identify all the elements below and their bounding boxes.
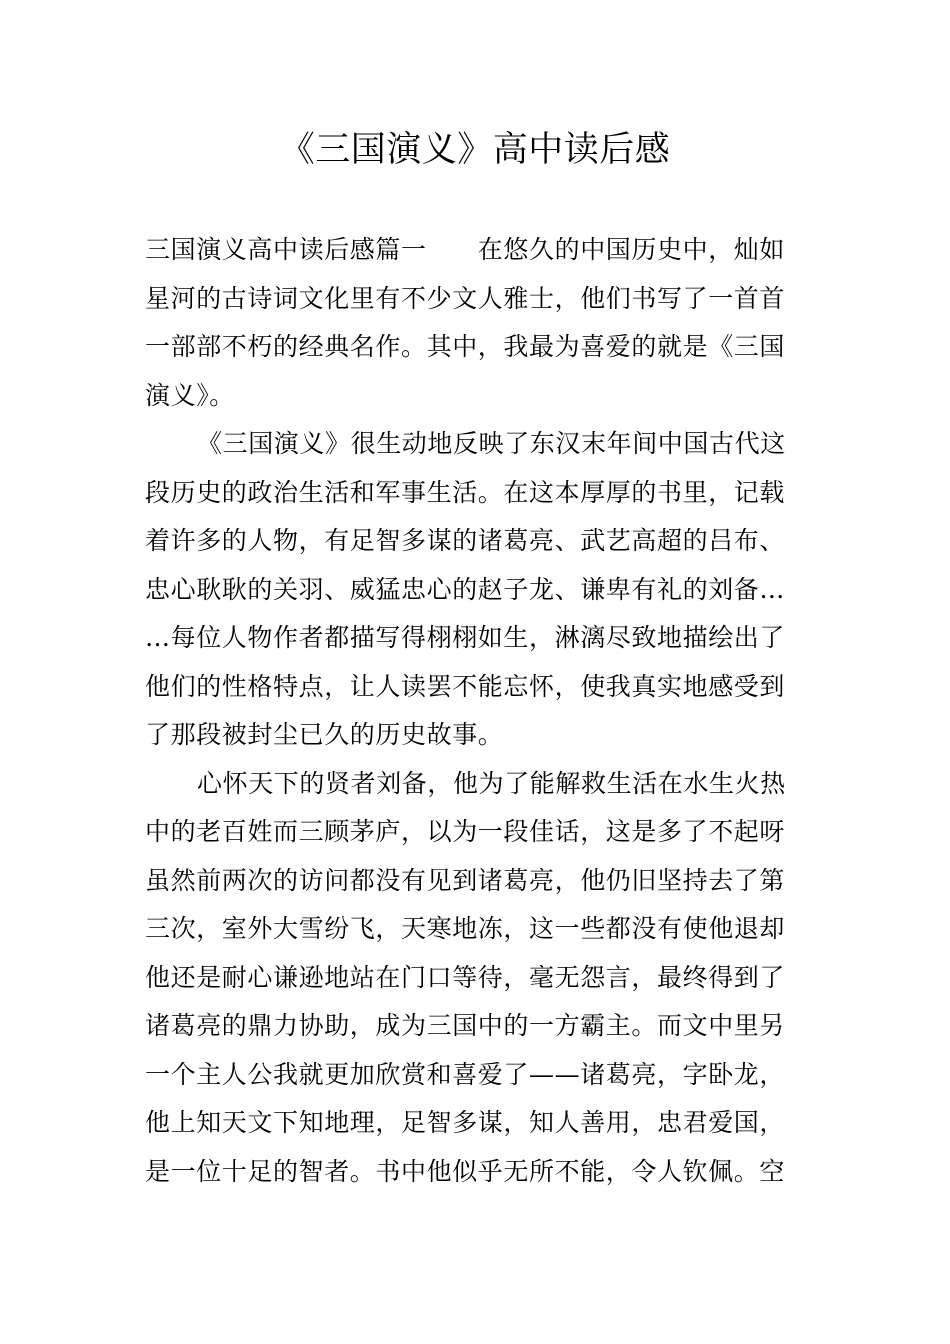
paragraph-line: 星河的古诗词文化里有不少文人雅士，他们书写了一首首 <box>145 283 786 313</box>
paragraph-line: 心怀天下的贤者刘备，他为了能解救生活在水生火热 <box>197 768 786 798</box>
paragraph-line: 他还是耐心谦逊地站在门口等待，毫无怨言，最终得到了 <box>145 962 786 992</box>
paragraph-line: 他上知天文下知地理，足智多谋，知人善用，忠君爱国， <box>145 1108 786 1137</box>
paragraph-line: 三次，室外大雪纷飞，天寒地冻，这一些都没有使他退却 <box>145 914 786 943</box>
paragraph-line: 了那段被封尘已久的历史故事。 <box>145 720 504 749</box>
paragraph-line: 一个主人公我就更加欣赏和喜爱了——诸葛亮，字卧龙， <box>145 1059 786 1089</box>
paragraph-line: 中的老百姓而三顾茅庐，以为一段佳话，这是多了不起呀 <box>145 817 786 846</box>
paragraph-line: 是一位十足的智者。书中他似乎无所不能，令人钦佩。空 <box>145 1156 786 1186</box>
paragraph-line: …每位人物作者都描写得栩栩如生，淋漓尽致地描绘出了 <box>145 623 786 652</box>
document-body <box>145 226 807 1196</box>
paragraph-line: 三国演义高中读后感篇一 在悠久的中国历史中，灿如 <box>145 235 786 264</box>
paragraph-line: 《三国演义》很生动地反映了东汉末年间中国古代这 <box>197 429 786 458</box>
document-title: 《三国演义》高中读后感 <box>279 130 671 170</box>
paragraph-line: 演义》。 <box>145 380 235 410</box>
paragraph-line: 虽然前两次的访问都没有见到诸葛亮，他仍旧坚持去了第 <box>145 865 786 895</box>
paragraph-line: 诸葛亮的鼎力协助，成为三国中的一方霸主。而文中里另 <box>145 1011 786 1040</box>
paragraph-line: 忠心耿耿的关羽、威猛忠心的赵子龙、谦卑有礼的刘备… <box>145 574 786 604</box>
paragraph-line: 着许多的人物，有足智多谋的诸葛亮、武艺高超的吕布、 <box>145 526 786 555</box>
paragraph-line: 一部部不朽的经典名作。其中，我最为喜爱的就是《三国 <box>145 332 786 361</box>
paragraph-line: 段历史的政治生活和军事生活。在这本厚厚的书里，记载 <box>145 477 786 507</box>
paragraph-line: 他们的性格特点，让人读罢不能忘怀，使我真实地感受到 <box>145 671 786 701</box>
